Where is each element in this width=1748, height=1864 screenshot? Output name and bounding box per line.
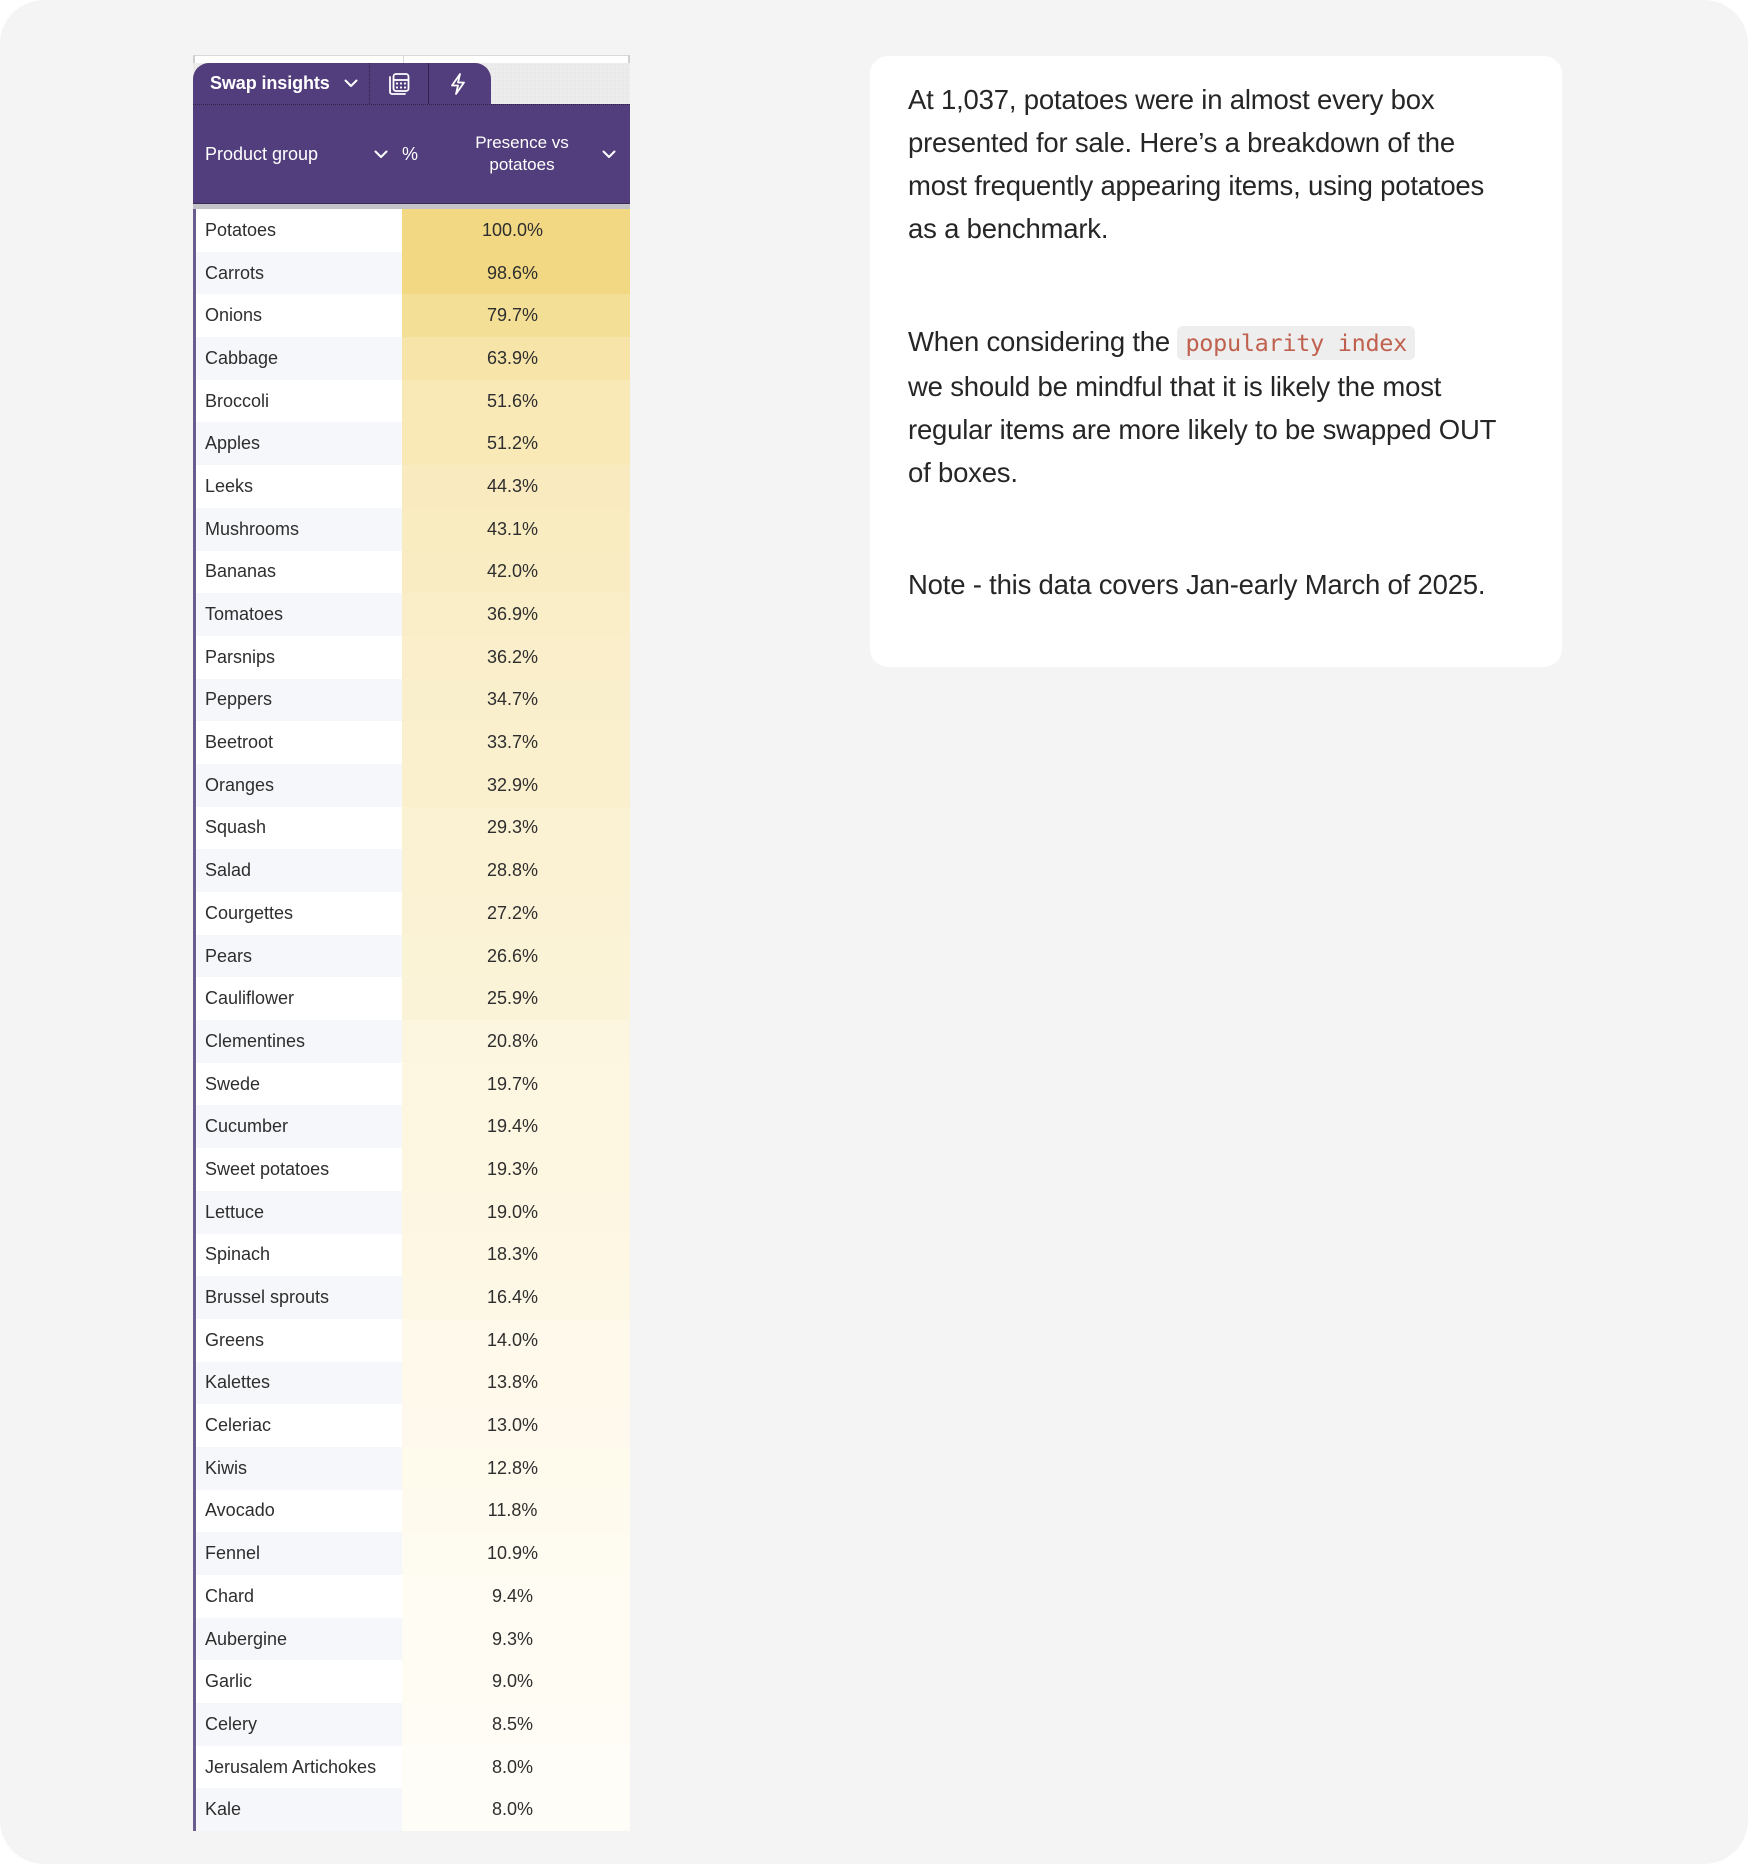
table-row[interactable] bbox=[196, 849, 630, 892]
table-row[interactable] bbox=[196, 1362, 630, 1405]
percent-format-indicator bbox=[402, 105, 432, 203]
presence-value-cell: 9.0% bbox=[402, 1660, 630, 1703]
product-group-cell: Leeks bbox=[196, 465, 402, 508]
presence-value-cell: 34.7% bbox=[402, 679, 630, 722]
product-group-cell: Swede bbox=[196, 1063, 402, 1106]
product-group-cell: Squash bbox=[196, 807, 402, 850]
product-group-cell: Beetroot bbox=[196, 721, 402, 764]
insight-paragraph-2 bbox=[908, 320, 1508, 494]
tab-title: Swap insights bbox=[210, 73, 330, 93]
product-group-cell: Aubergine bbox=[196, 1618, 402, 1661]
table-row[interactable] bbox=[196, 1191, 630, 1234]
presence-value-cell: 100.0% bbox=[402, 209, 630, 252]
table-row[interactable] bbox=[196, 721, 630, 764]
presence-value-cell: 8.5% bbox=[402, 1703, 630, 1746]
table-row[interactable] bbox=[196, 1234, 630, 1277]
percent-symbol: % bbox=[402, 143, 419, 164]
table-row[interactable] bbox=[196, 1063, 630, 1106]
product-group-cell: Cauliflower bbox=[196, 977, 402, 1020]
table-row[interactable] bbox=[196, 636, 630, 679]
table-row[interactable] bbox=[196, 764, 630, 807]
insight-card bbox=[870, 56, 1562, 667]
presence-value-cell: 18.3% bbox=[402, 1234, 630, 1277]
presence-value-cell: 79.7% bbox=[402, 294, 630, 337]
product-group-cell: Greens bbox=[196, 1319, 402, 1362]
table-row[interactable] bbox=[196, 977, 630, 1020]
table-row[interactable] bbox=[196, 337, 630, 380]
column-header-presence-vs-potatoes[interactable] bbox=[432, 105, 630, 203]
product-group-cell: Celeriac bbox=[196, 1404, 402, 1447]
product-group-cell: Jerusalem Artichokes bbox=[196, 1746, 402, 1789]
presence-value-cell: 16.4% bbox=[402, 1276, 630, 1319]
lightning-icon bbox=[448, 72, 468, 96]
table-row[interactable] bbox=[196, 593, 630, 636]
presence-value-cell: 13.8% bbox=[402, 1362, 630, 1405]
presence-value-cell: 42.0% bbox=[402, 551, 630, 594]
product-group-cell: Courgettes bbox=[196, 892, 402, 935]
presence-value-cell: 98.6% bbox=[402, 252, 630, 295]
product-group-cell: Potatoes bbox=[196, 209, 402, 252]
presence-value-cell: 12.8% bbox=[402, 1447, 630, 1490]
table-row[interactable] bbox=[196, 1148, 630, 1191]
product-group-cell: Sweet potatoes bbox=[196, 1148, 402, 1191]
calculator-icon bbox=[387, 72, 411, 96]
table-row[interactable] bbox=[196, 1660, 630, 1703]
presence-value-cell: 8.0% bbox=[402, 1746, 630, 1789]
column-header-label: Product group bbox=[205, 143, 319, 164]
table-row[interactable] bbox=[196, 422, 630, 465]
table-row[interactable] bbox=[196, 1703, 630, 1746]
tab-bar bbox=[193, 63, 630, 104]
table-header bbox=[193, 104, 630, 203]
table-row[interactable] bbox=[196, 892, 630, 935]
presence-value-cell: 63.9% bbox=[402, 337, 630, 380]
table-row[interactable] bbox=[196, 508, 630, 551]
presence-value-cell: 14.0% bbox=[402, 1319, 630, 1362]
quick-actions-button[interactable] bbox=[429, 63, 487, 104]
presence-value-cell: 43.1% bbox=[402, 508, 630, 551]
presence-value-cell: 19.4% bbox=[402, 1105, 630, 1148]
presence-value-cell: 36.2% bbox=[402, 636, 630, 679]
product-group-cell: Brussel sprouts bbox=[196, 1276, 402, 1319]
product-group-cell: Salad bbox=[196, 849, 402, 892]
presence-value-cell: 19.7% bbox=[402, 1063, 630, 1106]
presence-label-line1: Presence vs bbox=[475, 133, 569, 152]
presence-value-cell: 44.3% bbox=[402, 465, 630, 508]
presence-value-cell: 19.0% bbox=[402, 1191, 630, 1234]
table-row[interactable] bbox=[196, 551, 630, 594]
table-body bbox=[193, 209, 630, 1831]
table-row[interactable] bbox=[196, 1490, 630, 1533]
presence-value-cell: 27.2% bbox=[402, 892, 630, 935]
table-row[interactable] bbox=[196, 1447, 630, 1490]
presence-value-cell: 33.7% bbox=[402, 721, 630, 764]
table-row[interactable] bbox=[196, 1746, 630, 1789]
swap-insights-table bbox=[193, 55, 630, 1831]
presence-value-cell: 11.8% bbox=[402, 1490, 630, 1533]
product-group-cell: Apples bbox=[196, 422, 402, 465]
presence-value-cell: 32.9% bbox=[402, 764, 630, 807]
product-group-cell: Bananas bbox=[196, 551, 402, 594]
presence-value-cell: 26.6% bbox=[402, 935, 630, 978]
presence-value-cell: 25.9% bbox=[402, 977, 630, 1020]
product-group-cell: Cucumber bbox=[196, 1105, 402, 1148]
product-group-cell: Kale bbox=[196, 1788, 402, 1831]
product-group-cell: Clementines bbox=[196, 1020, 402, 1063]
table-row[interactable] bbox=[196, 294, 630, 337]
product-group-cell: Lettuce bbox=[196, 1191, 402, 1234]
table-row[interactable] bbox=[196, 380, 630, 423]
column-header-product-group[interactable] bbox=[193, 105, 402, 203]
paragraph-2-lead: When considering the bbox=[908, 326, 1178, 357]
popularity-index-code: popularity index bbox=[1177, 326, 1415, 360]
table-row[interactable] bbox=[196, 1532, 630, 1575]
chevron-down-icon[interactable] bbox=[602, 150, 616, 159]
presence-value-cell: 29.3% bbox=[402, 807, 630, 850]
table-row[interactable] bbox=[196, 1788, 630, 1831]
table-row[interactable] bbox=[196, 807, 630, 850]
table-row[interactable] bbox=[196, 209, 630, 252]
product-group-cell: Cabbage bbox=[196, 337, 402, 380]
table-row[interactable] bbox=[196, 1618, 630, 1661]
chevron-down-icon bbox=[344, 79, 358, 88]
column-header-label bbox=[432, 132, 602, 176]
product-group-cell: Carrots bbox=[196, 252, 402, 295]
product-group-cell: Fennel bbox=[196, 1532, 402, 1575]
product-group-cell: Kalettes bbox=[196, 1362, 402, 1405]
product-group-cell: Onions bbox=[196, 294, 402, 337]
table-row[interactable] bbox=[196, 935, 630, 978]
product-group-cell: Parsnips bbox=[196, 636, 402, 679]
presence-value-cell: 9.3% bbox=[402, 1618, 630, 1661]
table-row[interactable] bbox=[196, 1575, 630, 1618]
product-group-cell: Pears bbox=[196, 935, 402, 978]
presence-value-cell: 10.9% bbox=[402, 1532, 630, 1575]
table-row[interactable] bbox=[196, 1404, 630, 1447]
swap-insights-tab[interactable] bbox=[193, 63, 491, 104]
presence-value-cell: 51.6% bbox=[402, 380, 630, 423]
presence-value-cell: 28.8% bbox=[402, 849, 630, 892]
presence-value-cell: 8.0% bbox=[402, 1788, 630, 1831]
presence-label-line2: potatoes bbox=[489, 155, 555, 174]
product-group-cell: Garlic bbox=[196, 1660, 402, 1703]
table-row[interactable] bbox=[196, 465, 630, 508]
product-group-cell: Broccoli bbox=[196, 380, 402, 423]
product-group-cell: Avocado bbox=[196, 1490, 402, 1533]
presence-value-cell: 9.4% bbox=[402, 1575, 630, 1618]
table-row[interactable] bbox=[196, 1020, 630, 1063]
product-group-cell: Celery bbox=[196, 1703, 402, 1746]
table-row[interactable] bbox=[196, 252, 630, 295]
presence-value-cell: 20.8% bbox=[402, 1020, 630, 1063]
table-row[interactable] bbox=[196, 1319, 630, 1362]
product-group-cell: Oranges bbox=[196, 764, 402, 807]
product-group-cell: Spinach bbox=[196, 1234, 402, 1277]
presence-value-cell: 13.0% bbox=[402, 1404, 630, 1447]
calculator-button[interactable] bbox=[370, 63, 429, 104]
table-top-strip bbox=[193, 55, 630, 63]
product-group-cell: Mushrooms bbox=[196, 508, 402, 551]
product-group-cell: Peppers bbox=[196, 679, 402, 722]
tab-title-dropdown[interactable] bbox=[193, 63, 370, 104]
table-row[interactable] bbox=[196, 1105, 630, 1148]
insight-paragraph-1: At 1,037, potatoes were in almost every box presented for sale. Here’s a breakdown of the most frequently appearing items, using potatoes as a benchmark. bbox=[908, 84, 1485, 244]
product-group-cell: Kiwis bbox=[196, 1447, 402, 1490]
presence-value-cell: 19.3% bbox=[402, 1148, 630, 1191]
paragraph-2-rest: we should be mindful that it is likely the most regular items are more likely to be swapped OUT of boxes. bbox=[908, 371, 1496, 488]
product-group-cell: Tomatoes bbox=[196, 593, 402, 636]
date-range-note: Note - this data covers Jan-early March of 2025. bbox=[908, 569, 1486, 600]
chevron-down-icon[interactable] bbox=[374, 150, 388, 159]
presence-value-cell: 51.2% bbox=[402, 422, 630, 465]
presence-value-cell: 36.9% bbox=[402, 593, 630, 636]
product-group-cell: Chard bbox=[196, 1575, 402, 1618]
table-row[interactable] bbox=[196, 1276, 630, 1319]
table-row[interactable] bbox=[196, 679, 630, 722]
